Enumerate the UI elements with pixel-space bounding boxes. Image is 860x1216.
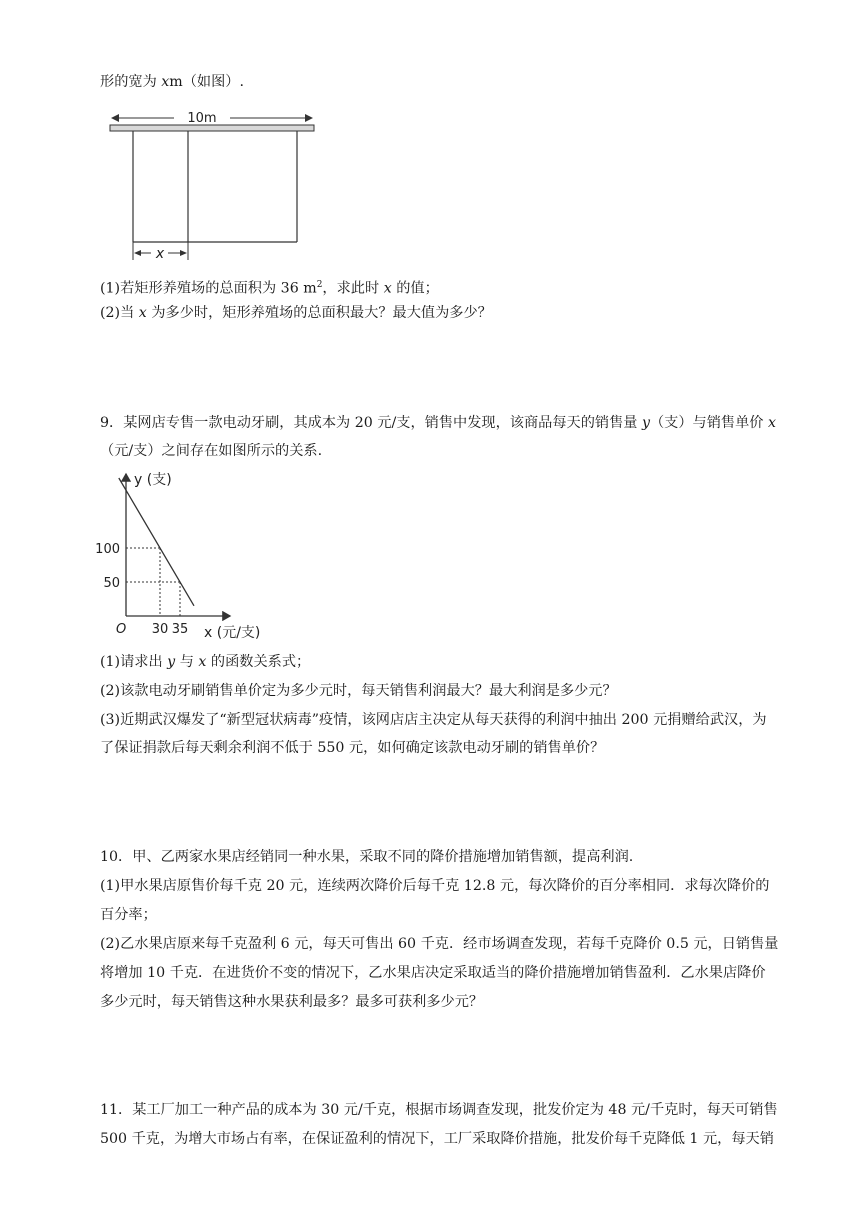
q10-stem: 10．甲、乙两家水果店经销同一种水果，采取不同的降价措施增加销售额，提高利润.: [100, 849, 634, 865]
intro-text-post: m（如图）.: [169, 74, 244, 90]
var-x: x: [161, 74, 170, 90]
superscript-2: 2: [316, 280, 323, 290]
top-dimension-label: 10m: [187, 111, 217, 126]
q9-stem-mid: （支）与销售单价: [649, 415, 768, 431]
x-tick-label: 30: [151, 622, 169, 637]
q9-stem-line2: （元/支）之间存在如图所示的关系.: [100, 443, 323, 459]
arrow-left-top: [111, 114, 119, 122]
q8-part2: [100, 303, 492, 323]
q10-part2-line1: (2)乙水果店原来每千克盈利 6 元，每天可售出 60 千克．经市场调查发现，若每千克降价 0.5 元，日销售量: [100, 936, 779, 952]
price-quantity-graph: [95, 466, 268, 644]
intro-text-pre: 形的宽为: [100, 74, 162, 90]
q9-part2: (2)该款电动牙刷销售单价定为多少元时，每天销售利润最大？最大利润是多少元？: [100, 683, 617, 699]
arrow-right-bottom: [180, 250, 187, 256]
q10-part1-line2: 百分率；: [100, 907, 157, 923]
x-tick-label: 35: [171, 622, 189, 637]
width-label-x: x: [155, 246, 165, 262]
var-x: x: [383, 280, 392, 297]
var-y: y: [167, 654, 176, 670]
q9-part3-line2: 了保证捐款后每天剩余利润不低于 550 元，如何确定该款电动牙刷的销售单价？: [100, 740, 605, 756]
origin-label: O: [116, 622, 127, 637]
q11-stem-line1: 11．某工厂加工一种产品的成本为 30 元/千克，根据市场调查发现，批发价定为 48 元/千克时，每天可销售: [100, 1102, 778, 1118]
q8-part1: [100, 275, 439, 299]
intro-text: [100, 72, 244, 92]
q10-part2-line2: 将增加 10 千克．在进货价不变的情况下，乙水果店决定采取适当的降价措施增加销售盈利．乙水果店降价: [100, 965, 766, 981]
y-axis-label: y (支): [134, 472, 172, 488]
x-axis-label: x (元/支): [204, 625, 261, 641]
arrow-right-top: [305, 114, 313, 122]
y-tick-label: 50: [103, 576, 120, 591]
q8-part1-pre: (1)若矩形养殖场的总面积为 36 m: [100, 280, 317, 297]
q11-stem-line2: 500 千克，为增大市场占有率，在保证盈利的情况下，工厂采取降价措施，批发价每千克降低 1 元，每天销: [100, 1131, 774, 1147]
q8-part2-post: 为多少时，矩形养殖场的总面积最大？最大值为多少？: [146, 305, 492, 321]
q8-part2-pre: (2)当: [100, 305, 139, 321]
var-x: x: [138, 305, 147, 321]
q8-part1-mid: ，求此时: [322, 280, 384, 297]
y-tick-label: 100: [95, 542, 120, 557]
demand-line: [119, 478, 194, 606]
q9-stem-line1: [100, 413, 776, 433]
q8-part1-post: 的值；: [391, 280, 439, 297]
q10-part1-line1: (1)甲水果店原售价每千克 20 元，连续两次降价后每千克 12.8 元，每次降价的百分率相同．求每次降价的: [100, 878, 770, 894]
q9-stem-pre: 9．某网店专售一款电动牙刷，其成本为 20 元/支，销售中发现，该商品每天的销售量: [100, 415, 642, 431]
arrow-left-bottom: [134, 250, 141, 256]
var-x: x: [198, 654, 207, 670]
q9-part1-mid: 与: [175, 654, 199, 670]
var-y: y: [641, 415, 650, 431]
q9-part1: [100, 652, 310, 672]
q9-part3-line1: (3)近期武汉爆发了“新型冠状病毒”疫情，该网店店主决定从每天获得的利润中抽出 200 元捐赠给武汉，为: [100, 712, 767, 728]
q10-part2-line3: 多少元时，每天销售这种水果获利最多？最多可获利多少元？: [100, 994, 484, 1010]
q9-part1-post: 的函数关系式；: [206, 654, 311, 670]
q9-part1-pre: (1)请求出: [100, 654, 168, 670]
var-x: x: [768, 415, 777, 431]
pen-diagram: [104, 104, 320, 264]
